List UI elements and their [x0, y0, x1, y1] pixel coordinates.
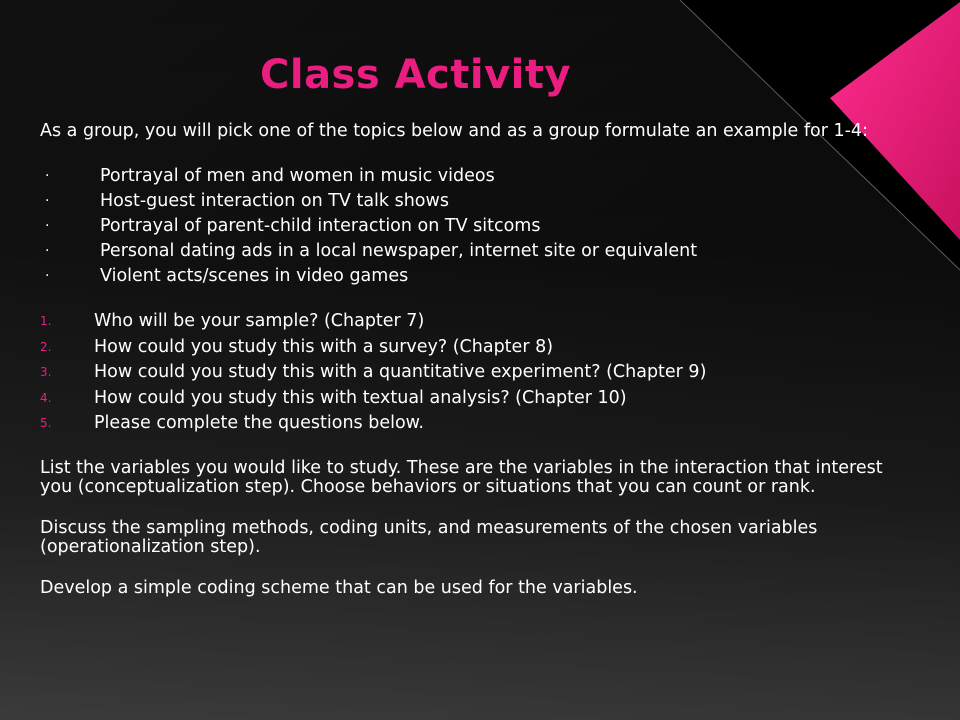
- list-number: 5.: [40, 416, 52, 430]
- bullet-icon: ·: [45, 268, 50, 284]
- list-number: 3.: [40, 365, 52, 379]
- list-number: 1.: [40, 314, 52, 328]
- slide-body: [40, 122, 895, 620]
- list-item: · Portrayal of men and women in music videos: [40, 164, 895, 189]
- intro-text: As a group, you will pick one of the topics below and as a group formulate an example for 1-4:: [40, 121, 868, 141]
- list-item: 3. How could you study this with a quantitative experiment? (Chapter 9): [40, 360, 895, 386]
- bullet-icon: ·: [45, 193, 50, 209]
- paragraph-variables: List the variables you would like to study. These are the variables in the interaction that interest you (conceptualization step). Choose behaviors or situations that you can count or rank.: [40, 457, 883, 497]
- list-number: 4.: [40, 390, 52, 405]
- list-item: 4. How could you study this with textual analysis? (Chapter 10): [40, 386, 895, 412]
- paragraph-sampling: Discuss the sampling methods, coding units, and measurements of the chosen variables (operationalization step).: [40, 517, 818, 557]
- question-list: [40, 309, 895, 437]
- paragraph-coding-scheme: Develop a simple coding scheme that can be used for the variables.: [40, 577, 638, 598]
- list-item: · Violent acts/scenes in video games: [40, 264, 895, 289]
- list-item: 2. How could you study this with a survey? (Chapter 8): [40, 335, 895, 361]
- bullet-icon: ·: [45, 218, 50, 234]
- topic-list: [40, 164, 895, 289]
- list-item: · Portrayal of parent-child interaction on TV sitcoms: [40, 214, 895, 239]
- list-item: · Host-guest interaction on TV talk shows: [40, 189, 895, 214]
- bullet-icon: ·: [45, 168, 50, 184]
- slide-title: Class Activity: [260, 52, 572, 98]
- bullet-icon: ·: [45, 243, 50, 259]
- list-item: 5. Please complete the questions below.: [40, 411, 895, 437]
- list-item: · Personal dating ads in a local newspaper, internet site or equivalent: [40, 239, 895, 264]
- list-number: 2.: [40, 339, 52, 354]
- list-item: 1. Who will be your sample? (Chapter 7): [40, 309, 895, 335]
